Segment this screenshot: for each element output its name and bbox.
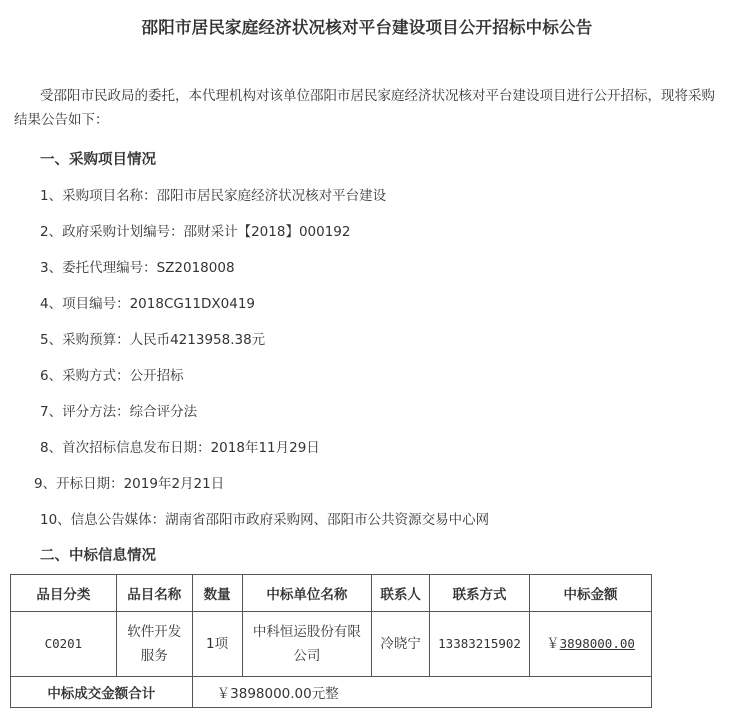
cell-company-line2: 公司 (293, 648, 321, 664)
item-media: 10、信息公告媒体：湖南省邵阳市政府采购网、邵阳市公共资源交易中心网 (40, 512, 490, 528)
cell-item-name-line2: 服务 (140, 648, 168, 664)
total-value: ￥3898000.00元整 (192, 677, 651, 708)
item-agency-number: 3、委托代理编号：SZ2018008 (40, 260, 235, 276)
header-phone: 联系方式 (430, 575, 530, 612)
table-row (11, 612, 652, 677)
section-heading-procurement: 一、采购项目情况 (40, 152, 156, 168)
item-publish-date: 8、首次招标信息发布日期：2018年11月29日 (40, 440, 320, 456)
item-project-number: 4、项目编号：2018CG11DX0419 (40, 296, 256, 312)
page-title: 邵阳市居民家庭经济状况核对平台建设项目公开招标中标公告 (141, 18, 593, 37)
cell-item-name-line1: 软件开发 (127, 624, 182, 640)
cell-amount-value: 3898000.00 (559, 636, 635, 651)
cell-phone: 13383215902 (430, 612, 530, 677)
item-plan-number: 2、政府采购计划编号：邵财采计【2018】000192 (40, 224, 351, 240)
cell-contact: 冷晓宁 (372, 612, 430, 677)
item-scoring: 7、评分方法：综合评分法 (40, 404, 198, 420)
cell-quantity: 1项 (192, 612, 242, 677)
cell-item-name (116, 612, 192, 677)
cell-company-line1: 中科恒运股份有限 (252, 624, 361, 640)
cell-category: C0201 (11, 612, 117, 677)
header-company: 中标单位名称 (242, 575, 372, 612)
table-header-row (11, 575, 652, 612)
header-amount: 中标金额 (530, 575, 652, 612)
table-total-row (11, 677, 652, 708)
cell-amount (530, 612, 652, 677)
intro-paragraph: 受邵阳市民政局的委托，本代理机构对该单位邵阳市居民家庭经济状况核对平台建设项目进行公开招标，现将采购结果公告如下： (14, 88, 715, 128)
header-item-name: 品目名称 (116, 575, 192, 612)
cell-company (242, 612, 372, 677)
item-budget: 5、采购预算：人民币4213958.38元 (40, 332, 266, 348)
section-heading-award: 二、中标信息情况 (40, 548, 156, 564)
header-contact: 联系人 (372, 575, 430, 612)
item-method: 6、采购方式：公开招标 (40, 368, 184, 384)
item-project-name: 1、采购项目名称：邵阳市居民家庭经济状况核对平台建设 (40, 188, 387, 204)
header-quantity: 数量 (192, 575, 242, 612)
header-category: 品目分类 (11, 575, 117, 612)
total-label: 中标成交金额合计 (11, 677, 193, 708)
award-table (10, 574, 652, 708)
item-opening-date: 9、开标日期：2019年2月21日 (34, 476, 225, 492)
cell-amount-prefix: ￥ (546, 636, 560, 652)
